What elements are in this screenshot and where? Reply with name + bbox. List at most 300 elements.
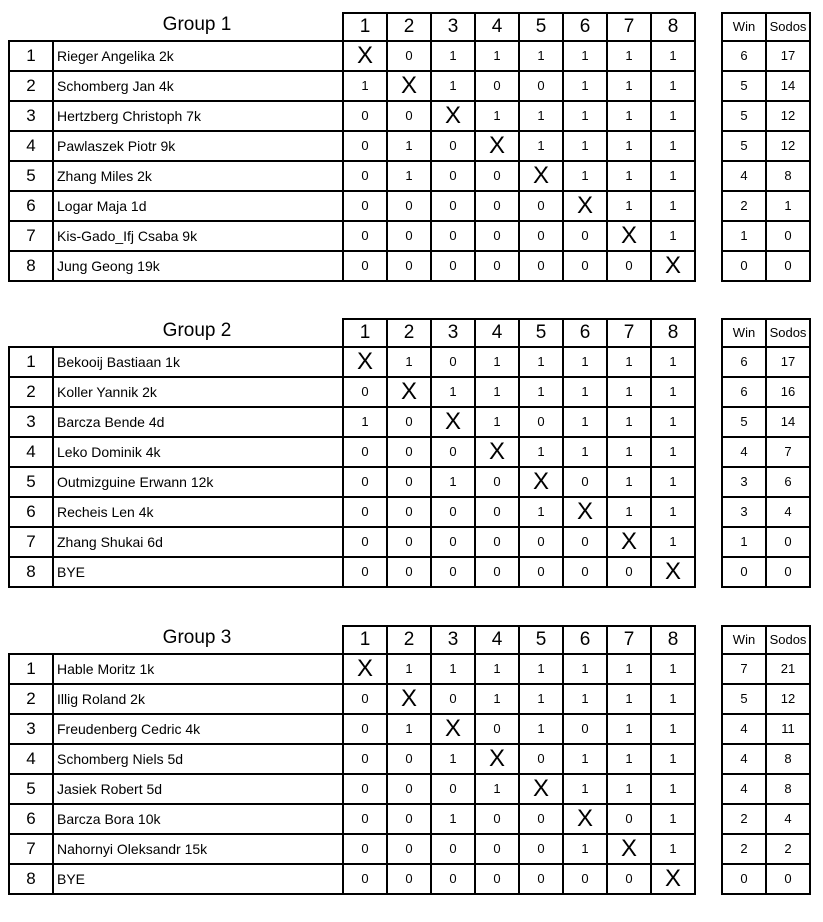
column-header: 1: [343, 13, 387, 41]
stats-row: [722, 101, 810, 131]
player-number: 7: [9, 221, 53, 251]
player-number: 6: [9, 497, 53, 527]
column-header: 1: [343, 319, 387, 347]
column-header: 4: [475, 626, 519, 654]
result-cell: 0: [519, 557, 563, 587]
player-row: [9, 437, 695, 467]
player-name: Logar Maja 1d: [53, 191, 343, 221]
result-cell: 1: [519, 714, 563, 744]
column-header: 8: [651, 626, 695, 654]
sodos-value: 4: [766, 497, 810, 527]
result-cell: 0: [343, 744, 387, 774]
result-cell: 0: [475, 161, 519, 191]
stats-row: [722, 744, 810, 774]
column-header: 4: [475, 13, 519, 41]
result-cell: 0: [519, 804, 563, 834]
stats-row: [722, 71, 810, 101]
player-number: 2: [9, 71, 53, 101]
column-header: 1: [343, 626, 387, 654]
player-number: 2: [9, 377, 53, 407]
result-cell: 0: [607, 864, 651, 894]
self-cell: X: [475, 437, 519, 467]
result-cell: 0: [343, 161, 387, 191]
player-name: Jung Geong 19k: [53, 251, 343, 281]
win-value: 5: [722, 101, 766, 131]
result-cell: 0: [431, 527, 475, 557]
sodos-value: 0: [766, 221, 810, 251]
self-cell: X: [563, 191, 607, 221]
crosstable: [8, 12, 696, 282]
player-row: [9, 804, 695, 834]
player-name: Nahornyi Oleksandr 15k: [53, 834, 343, 864]
self-cell: X: [387, 71, 431, 101]
sodos-value: 8: [766, 161, 810, 191]
result-cell: 1: [651, 131, 695, 161]
result-cell: 1: [651, 41, 695, 71]
result-cell: 1: [651, 161, 695, 191]
win-header: Win: [722, 13, 766, 41]
result-cell: 1: [607, 467, 651, 497]
player-name: Rieger Angelika 2k: [53, 41, 343, 71]
sodos-value: 1: [766, 191, 810, 221]
result-cell: 1: [563, 71, 607, 101]
result-cell: 1: [519, 684, 563, 714]
result-cell: 1: [563, 41, 607, 71]
result-cell: 0: [343, 714, 387, 744]
result-cell: 0: [431, 221, 475, 251]
result-cell: 1: [387, 131, 431, 161]
result-cell: 1: [563, 161, 607, 191]
result-cell: 0: [563, 251, 607, 281]
stats-row: [722, 191, 810, 221]
player-row: [9, 684, 695, 714]
sodos-header: Sodos: [766, 13, 810, 41]
result-cell: 1: [607, 497, 651, 527]
result-cell: 0: [387, 407, 431, 437]
result-cell: 0: [343, 804, 387, 834]
column-header: 8: [651, 319, 695, 347]
result-cell: 0: [343, 497, 387, 527]
result-cell: 0: [431, 834, 475, 864]
stats-table: [721, 625, 811, 895]
result-cell: 0: [343, 527, 387, 557]
self-cell: X: [475, 744, 519, 774]
column-header: 3: [431, 13, 475, 41]
player-row: [9, 557, 695, 587]
result-cell: 1: [651, 654, 695, 684]
result-cell: 0: [475, 714, 519, 744]
player-row: [9, 744, 695, 774]
win-value: 2: [722, 191, 766, 221]
stats-row: [722, 131, 810, 161]
header-blank: [9, 626, 53, 654]
result-cell: 0: [607, 557, 651, 587]
result-cell: 1: [387, 161, 431, 191]
win-value: 3: [722, 467, 766, 497]
win-value: 4: [722, 437, 766, 467]
win-value: 5: [722, 131, 766, 161]
stats-row: [722, 804, 810, 834]
player-number: 2: [9, 684, 53, 714]
header-blank: [53, 626, 343, 654]
player-number: 7: [9, 527, 53, 557]
result-cell: 0: [431, 774, 475, 804]
player-name: Koller Yannik 2k: [53, 377, 343, 407]
player-number: 8: [9, 251, 53, 281]
result-cell: 1: [651, 191, 695, 221]
player-row: [9, 131, 695, 161]
stats-row: [722, 407, 810, 437]
result-cell: 1: [607, 774, 651, 804]
player-row: [9, 101, 695, 131]
result-cell: 0: [343, 101, 387, 131]
sodos-header: Sodos: [766, 319, 810, 347]
result-cell: 1: [563, 437, 607, 467]
result-cell: 1: [651, 834, 695, 864]
self-cell: X: [431, 407, 475, 437]
win-header: Win: [722, 626, 766, 654]
result-cell: 1: [607, 437, 651, 467]
result-cell: 1: [651, 684, 695, 714]
result-cell: 0: [431, 251, 475, 281]
result-cell: 0: [475, 864, 519, 894]
result-cell: 0: [431, 557, 475, 587]
self-cell: X: [475, 131, 519, 161]
result-cell: 0: [387, 527, 431, 557]
header-row: [9, 13, 695, 41]
result-cell: 0: [387, 41, 431, 71]
self-cell: X: [519, 774, 563, 804]
self-cell: X: [651, 864, 695, 894]
stats-row: [722, 684, 810, 714]
column-header: 3: [431, 319, 475, 347]
sodos-value: 11: [766, 714, 810, 744]
self-cell: X: [607, 221, 651, 251]
result-cell: 0: [519, 221, 563, 251]
result-cell: 0: [343, 191, 387, 221]
player-row: [9, 864, 695, 894]
result-cell: 0: [387, 497, 431, 527]
win-value: 4: [722, 161, 766, 191]
result-cell: 1: [519, 41, 563, 71]
sodos-header: Sodos: [766, 626, 810, 654]
result-cell: 1: [519, 131, 563, 161]
result-cell: 1: [519, 654, 563, 684]
result-cell: 0: [343, 251, 387, 281]
player-name: Illig Roland 2k: [53, 684, 343, 714]
result-cell: 1: [475, 407, 519, 437]
stats-row: [722, 41, 810, 71]
stats-row: [722, 497, 810, 527]
result-cell: 1: [651, 407, 695, 437]
result-cell: 0: [387, 437, 431, 467]
column-header: 2: [387, 626, 431, 654]
result-cell: 0: [431, 864, 475, 894]
result-cell: 0: [387, 101, 431, 131]
result-cell: 0: [475, 834, 519, 864]
stats-row: [722, 774, 810, 804]
result-cell: 0: [607, 804, 651, 834]
column-header: 2: [387, 319, 431, 347]
result-cell: 1: [563, 407, 607, 437]
result-cell: 0: [519, 864, 563, 894]
result-cell: 0: [387, 804, 431, 834]
column-header: 7: [607, 319, 651, 347]
result-cell: 1: [651, 744, 695, 774]
sodos-value: 0: [766, 527, 810, 557]
result-cell: 0: [519, 407, 563, 437]
stats-header-row: [722, 626, 810, 654]
player-name: Recheis Len 4k: [53, 497, 343, 527]
result-cell: 1: [519, 497, 563, 527]
result-cell: 0: [519, 71, 563, 101]
result-cell: 1: [475, 41, 519, 71]
player-number: 3: [9, 407, 53, 437]
result-cell: 0: [563, 714, 607, 744]
result-cell: 0: [343, 684, 387, 714]
result-cell: 1: [387, 347, 431, 377]
player-number: 8: [9, 864, 53, 894]
result-cell: 1: [475, 684, 519, 714]
player-name: Jasiek Robert 5d: [53, 774, 343, 804]
result-cell: 1: [651, 774, 695, 804]
stats-row: [722, 557, 810, 587]
result-cell: 0: [431, 684, 475, 714]
result-cell: 0: [519, 527, 563, 557]
result-cell: 1: [607, 101, 651, 131]
player-row: [9, 834, 695, 864]
win-value: 7: [722, 654, 766, 684]
sodos-value: 12: [766, 684, 810, 714]
crosstable: [8, 318, 696, 588]
result-cell: 1: [343, 407, 387, 437]
stats-row: [722, 437, 810, 467]
self-cell: X: [343, 654, 387, 684]
result-cell: 0: [387, 557, 431, 587]
result-cell: 0: [387, 221, 431, 251]
result-cell: 0: [387, 467, 431, 497]
self-cell: X: [387, 377, 431, 407]
win-header: Win: [722, 319, 766, 347]
player-row: [9, 497, 695, 527]
player-name: BYE: [53, 557, 343, 587]
sodos-value: 14: [766, 407, 810, 437]
header-blank: [9, 319, 53, 347]
player-number: 3: [9, 101, 53, 131]
sodos-value: 16: [766, 377, 810, 407]
win-value: 0: [722, 251, 766, 281]
player-name: Kis-Gado_Ifj Csaba 9k: [53, 221, 343, 251]
column-header: 6: [563, 319, 607, 347]
self-cell: X: [607, 527, 651, 557]
result-cell: 1: [431, 71, 475, 101]
self-cell: X: [431, 714, 475, 744]
result-cell: 1: [563, 684, 607, 714]
result-cell: 1: [519, 347, 563, 377]
player-row: [9, 467, 695, 497]
result-cell: 1: [519, 437, 563, 467]
player-name: Freudenberg Cedric 4k: [53, 714, 343, 744]
stats-table: [721, 318, 811, 588]
column-header: 6: [563, 626, 607, 654]
sodos-value: 12: [766, 131, 810, 161]
result-cell: 1: [651, 804, 695, 834]
stats-row: [722, 834, 810, 864]
header-blank: [9, 13, 53, 41]
player-name: BYE: [53, 864, 343, 894]
win-value: 6: [722, 347, 766, 377]
player-name: Hable Moritz 1k: [53, 654, 343, 684]
stats-row: [722, 654, 810, 684]
result-cell: 1: [651, 101, 695, 131]
result-cell: 0: [475, 191, 519, 221]
player-number: 8: [9, 557, 53, 587]
result-cell: 1: [431, 377, 475, 407]
result-cell: 1: [607, 407, 651, 437]
player-number: 5: [9, 467, 53, 497]
self-cell: X: [563, 497, 607, 527]
player-row: [9, 191, 695, 221]
player-number: 4: [9, 437, 53, 467]
self-cell: X: [343, 347, 387, 377]
result-cell: 1: [607, 377, 651, 407]
result-cell: 0: [475, 497, 519, 527]
result-cell: 1: [651, 714, 695, 744]
result-cell: 0: [563, 557, 607, 587]
win-value: 5: [722, 407, 766, 437]
win-value: 1: [722, 527, 766, 557]
win-value: 1: [722, 221, 766, 251]
self-cell: X: [651, 557, 695, 587]
column-header: 4: [475, 319, 519, 347]
result-cell: 1: [651, 437, 695, 467]
header-blank: [53, 13, 343, 41]
result-cell: 0: [431, 131, 475, 161]
player-name: Schomberg Niels 5d: [53, 744, 343, 774]
stats-row: [722, 527, 810, 557]
result-cell: 1: [563, 347, 607, 377]
player-number: 1: [9, 347, 53, 377]
result-cell: 1: [651, 497, 695, 527]
result-cell: 0: [387, 834, 431, 864]
column-header: 5: [519, 13, 563, 41]
player-number: 4: [9, 131, 53, 161]
player-number: 6: [9, 804, 53, 834]
result-cell: 0: [475, 467, 519, 497]
player-row: [9, 347, 695, 377]
player-row: [9, 527, 695, 557]
stats-header-row: [722, 13, 810, 41]
result-cell: 0: [519, 251, 563, 281]
win-value: 2: [722, 804, 766, 834]
player-number: 5: [9, 774, 53, 804]
result-cell: 0: [343, 834, 387, 864]
stats-row: [722, 347, 810, 377]
result-cell: 1: [607, 347, 651, 377]
column-header: 7: [607, 13, 651, 41]
result-cell: 0: [343, 557, 387, 587]
group-title: Group 2: [162, 320, 232, 341]
result-cell: 0: [475, 804, 519, 834]
player-number: 1: [9, 41, 53, 71]
stats-row: [722, 714, 810, 744]
sodos-value: 17: [766, 41, 810, 71]
player-row: [9, 161, 695, 191]
player-name: Leko Dominik 4k: [53, 437, 343, 467]
group-title: Group 1: [162, 14, 232, 35]
column-header: 6: [563, 13, 607, 41]
column-header: 2: [387, 13, 431, 41]
result-cell: 0: [387, 864, 431, 894]
win-value: 4: [722, 714, 766, 744]
column-header: 5: [519, 319, 563, 347]
result-cell: 0: [519, 834, 563, 864]
result-cell: 0: [343, 864, 387, 894]
self-cell: X: [431, 101, 475, 131]
sodos-value: 21: [766, 654, 810, 684]
player-row: [9, 221, 695, 251]
sodos-value: 0: [766, 557, 810, 587]
sodos-value: 4: [766, 804, 810, 834]
player-row: [9, 774, 695, 804]
header-row: [9, 319, 695, 347]
result-cell: 1: [519, 101, 563, 131]
result-cell: 1: [563, 654, 607, 684]
stats-row: [722, 467, 810, 497]
result-cell: 0: [475, 71, 519, 101]
result-cell: 1: [651, 71, 695, 101]
result-cell: 1: [387, 714, 431, 744]
result-cell: 1: [431, 467, 475, 497]
result-cell: 0: [343, 437, 387, 467]
player-number: 1: [9, 654, 53, 684]
group-title: Group 3: [162, 627, 232, 648]
player-row: [9, 714, 695, 744]
player-name: Hertzberg Christoph 7k: [53, 101, 343, 131]
result-cell: 0: [387, 251, 431, 281]
self-cell: X: [519, 467, 563, 497]
result-cell: 1: [651, 527, 695, 557]
player-name: Bekooij Bastiaan 1k: [53, 347, 343, 377]
sodos-value: 14: [766, 71, 810, 101]
result-cell: 1: [563, 101, 607, 131]
result-cell: 1: [607, 654, 651, 684]
result-cell: 0: [343, 131, 387, 161]
stats-row: [722, 251, 810, 281]
result-cell: 1: [563, 744, 607, 774]
result-cell: 0: [431, 191, 475, 221]
result-cell: 1: [607, 744, 651, 774]
result-cell: 0: [431, 497, 475, 527]
result-cell: 0: [431, 161, 475, 191]
player-name: Pawlaszek Piotr 9k: [53, 131, 343, 161]
result-cell: 1: [651, 221, 695, 251]
result-cell: 0: [431, 437, 475, 467]
result-cell: 0: [475, 527, 519, 557]
result-cell: 0: [343, 467, 387, 497]
win-value: 6: [722, 377, 766, 407]
player-number: 6: [9, 191, 53, 221]
result-cell: 0: [343, 377, 387, 407]
result-cell: 0: [475, 251, 519, 281]
result-cell: 1: [431, 804, 475, 834]
player-name: Zhang Miles 2k: [53, 161, 343, 191]
sodos-value: 0: [766, 864, 810, 894]
result-cell: 1: [563, 377, 607, 407]
result-cell: 1: [607, 71, 651, 101]
sodos-value: 17: [766, 347, 810, 377]
player-name: Outmizguine Erwann 12k: [53, 467, 343, 497]
